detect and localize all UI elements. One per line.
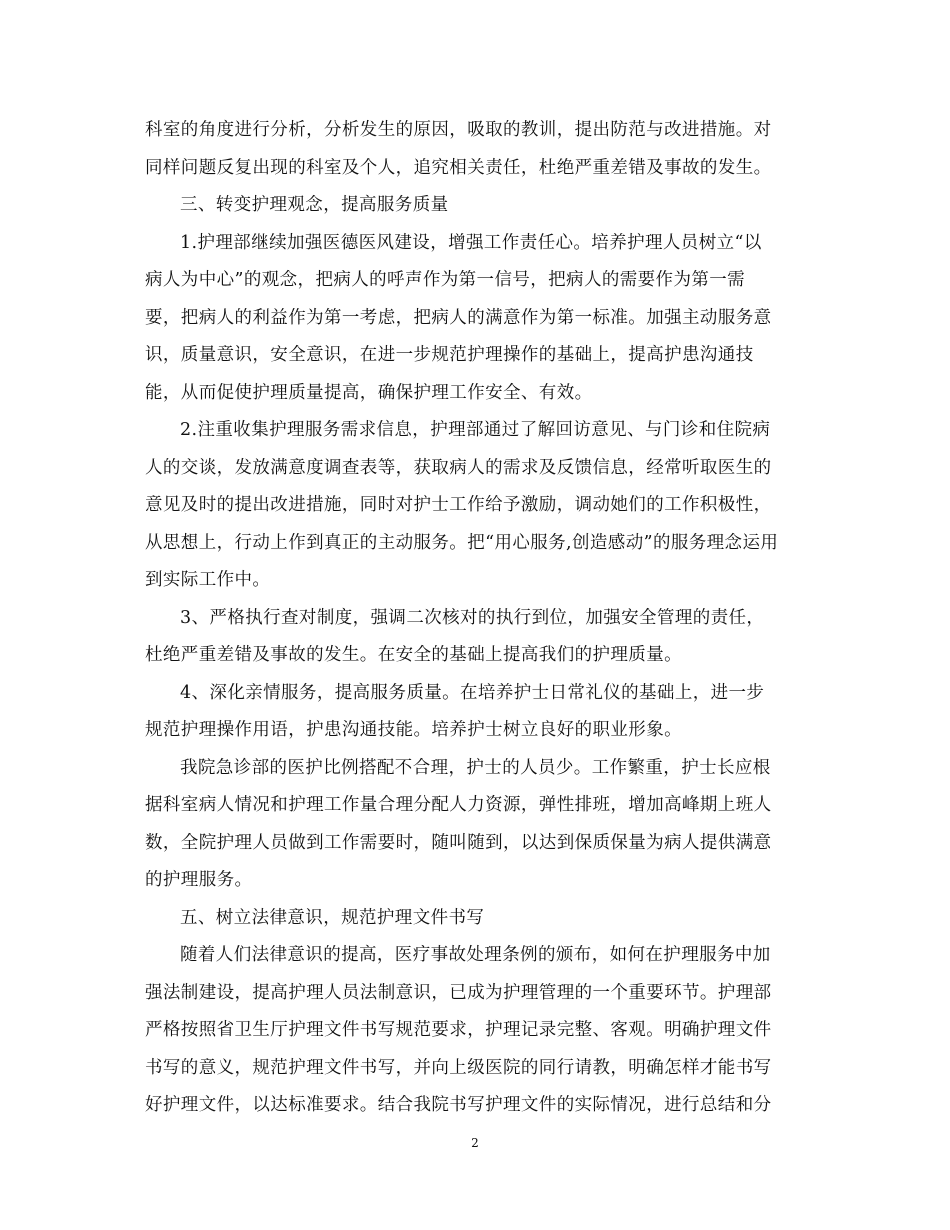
section-heading: 五、树立法律意识，规范护理文件书写 bbox=[180, 907, 485, 928]
text-line: 3、严格执行查对制度，强调二次核对的执行到位，加强安全管理的责任， bbox=[180, 607, 765, 628]
text-line: 识，质量意识，安全意识，在进一步规范护理操作的基础上，提高护患沟通技 bbox=[145, 345, 754, 365]
text-line: 意见及时的提出改进措施，同时对护士工作给予激励，调动她们的工作积极性， bbox=[145, 495, 772, 515]
text-line: 规范护理操作用语，护患沟通技能。培养护士树立良好的职业形象。 bbox=[145, 720, 682, 740]
page-number: 2 bbox=[471, 1136, 479, 1150]
text-line: 强法制建设，提高护理人员法制意识，已成为护理管理的一个重要环节。护理部 bbox=[145, 982, 772, 1003]
text-line: 数，全院护理人员做到工作需要时，随叫随到，以达到保质保量为病人提供满意 bbox=[145, 832, 772, 853]
text-line: 科室的角度进行分析，分析发生的原因，吸取的教训，提出防范与改进措施。对 bbox=[145, 120, 772, 140]
text-line: 杜绝严重差错及事故的发生。在安全的基础上提高我们的护理质量。 bbox=[145, 645, 682, 665]
section-heading: 三、转变护理观念，提高服务质量 bbox=[180, 195, 449, 215]
document-body bbox=[145, 112, 807, 1125]
text-line: 据科室病人情况和护理工作量合理分配人力资源，弹性排班，增加高峰期上班人 bbox=[145, 795, 772, 815]
text-line: 到实际工作中。 bbox=[145, 570, 271, 590]
text-line: 2.注重收集护理服务需求信息，护理部通过了解回访意见、与门诊和住院病 bbox=[180, 420, 771, 440]
text-line: 书写的意义，规范护理文件书写，并向上级医院的同行请教，明确怎样才能书写 bbox=[145, 1057, 772, 1078]
text-line: 能，从而促使护理质量提高，确保护理工作安全、有效。 bbox=[145, 382, 593, 403]
text-line: 病人为中心”的观念，把病人的呼声作为第一信号，把病人的需要作为第一需 bbox=[145, 270, 746, 290]
text-line: 随着人们法律意识的提高，医疗事故处理条例的颁布，如何在护理服务中加 bbox=[180, 945, 771, 965]
text-line: 从思想上，行动上作到真正的主动服务。把“用心服务,创造感动”的服务理念运用 bbox=[145, 532, 779, 553]
text-line: 好护理文件，以达标准要求。结合我院书写护理文件的实际情况，进行总结和分 bbox=[145, 1095, 772, 1115]
text-line: 1.护理部继续加强医德医风建设，增强工作责任心。培养护理人员树立“以 bbox=[180, 232, 762, 253]
text-line: 我院急诊部的医护比例搭配不合理，护士的人员少。工作繁重，护士长应根 bbox=[180, 757, 771, 778]
text-line: 同样问题反复出现的科室及个人，追究相关责任，杜绝严重差错及事故的发生。 bbox=[145, 157, 772, 178]
text-line: 严格按照省卫生厅护理文件书写规范要求，护理记录完整、客观。明确护理文件 bbox=[145, 1020, 772, 1040]
text-line: 4、深化亲情服务，提高服务质量。在培养护士日常礼仪的基础上，进一步 bbox=[180, 682, 765, 703]
text-line: 的护理服务。 bbox=[145, 870, 253, 890]
text-line: 人的交谈，发放满意度调查表等，获取病人的需求及反馈信息，经常听取医生的 bbox=[145, 457, 772, 478]
text-line: 要，把病人的利益作为第一考虑，把病人的满意作为第一标准。加强主动服务意 bbox=[145, 307, 772, 328]
